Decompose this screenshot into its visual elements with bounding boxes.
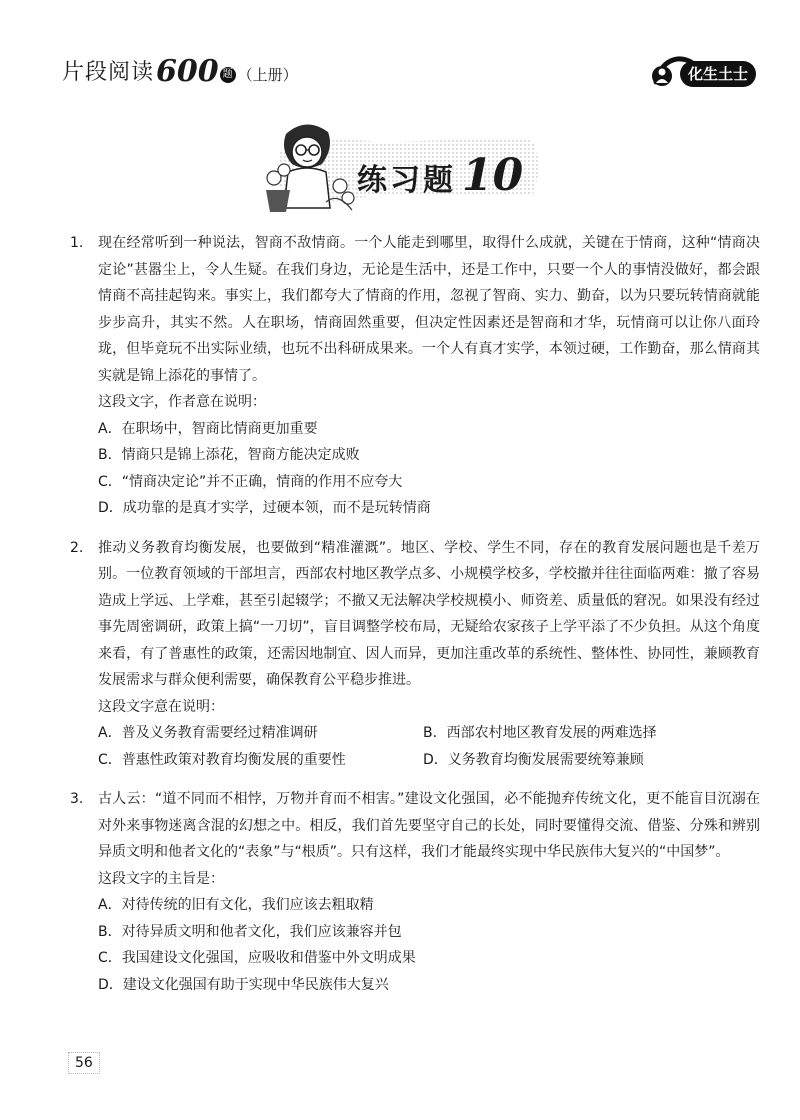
book-number: 600 [156,54,219,89]
option-a[interactable]: A．在职场中，智商比情商更加重要 [98,420,318,437]
exercise-heading [357,150,523,201]
option-b[interactable]: B．西部农村地区教育发展的两难选择 [423,725,657,741]
option-d[interactable]: D．成功靠的是真才实学，过硬本领，而不是玩转情商 [98,500,431,516]
option-c[interactable]: C．我国建设文化强国，应吸收和借鉴中外文明成果 [98,950,416,966]
book-title: 片段阅读 [62,60,155,85]
volume-label: （上册） [237,66,298,84]
question-prompt: 这段文字，作者意在说明： [98,394,266,410]
exercise-number: 10 [462,150,524,201]
question-text: 现在经常听到一种说法，智商不敌情商。一个人能走到哪里，取得什么成就，关键在于情商，这种“情商决定论”甚嚣尘上，令人生疑。在我们身边，无论是生活中，还是工作中，只要一个人的事情没做好，都会跟情商不高挂起钩来。事实上，我们都夸大了情商的作用，忽视了智商、实力、勤奋，以为只要玩转情商就能步步高升，其实不然。人在职场，情商固然重要，但决定性因素还是智商和才华，玩情商可以让你八面玲珑，但毕竟玩不出实际业绩，也玩不出科研成果来。一个人有真才实学，本领过硬，工作勤奋，那么情商其实就是锦上添花的事情了。 [98,235,760,384]
option-c[interactable]: C．“情商决定论”并不正确，情商的作用不应夸大 [98,473,403,490]
question-2 [70,535,760,774]
option-c[interactable]: C．普惠性政策对教育均衡发展的重要性 [98,751,346,768]
exercise-title: 练习题 [357,163,456,198]
question-number: 1. [70,235,84,251]
logo-text: 化生土士 [687,65,749,83]
running-header [62,54,298,89]
option-d[interactable]: D．义务教育均衡发展需要统筹兼顾 [423,751,644,768]
question-1 [70,230,760,522]
page-number: 56 [68,1052,100,1074]
publisher-logo [648,52,760,92]
question-3 [70,786,760,998]
question-prompt: 这段文字意在说明： [98,698,224,715]
question-text: 古人云：“道不同而不相悖，万物并育而不相害。”建设文化强国，必不能抛弃传统文化，更不能盲目沉溺在对外来事物迷离含混的幻想之中。相反，我们首先要坚守自己的长处，同时要懂得交流、借鉴、分殊和辨别异质文明和他者文化的“表象”与“根质”。只有这样，我们才能最终实现中华民族伟大复兴的“中国梦”。 [98,791,760,860]
question-number: 2. [70,539,84,556]
option-b[interactable]: B．情商只是锦上添花，智商方能决定成败 [98,447,360,463]
option-a[interactable]: A．对待传统的旧有文化，我们应该去粗取精 [98,897,374,913]
option-b[interactable]: B．对待异质文明和他者文化，我们应该兼容并包 [98,923,402,940]
option-a[interactable]: A．普及义务教育需要经过精准调研 [98,725,318,741]
question-prompt: 这段文字的主旨是： [98,870,224,887]
option-d[interactable]: D．建设文化强国有助于实现中华民族伟大复兴 [98,976,389,993]
question-number: 3. [70,791,84,807]
option-grid [70,720,760,773]
question-text: 推动义务教育均衡发展，也要做到“精准灌溉”。地区、学校、学生不同，存在的教育发展问题也是千差万别。一位教育领域的干部坦言，西部农村地区教学点多、小规模学校多，学校撤并往往面临两难：撤了容易造成上学远、上学难，甚至引起辍学；不撤又无法解决学校规模小、师资差、质量低的窘况。如果没有经过事先周密调研，政策上搞“一刀切”，盲目调整学校布局，无疑给农家孩子上学平添了不少负担。从这个角度来看，有了普惠性的政策，还需因地制宜、因人而异，更加注重改革的系统性、整体性、协同性，兼顾教育发展需求与群众便利需要，确保教育公平稳步推进。 [98,539,760,688]
ti-badge: 题 [220,67,236,83]
question-list [70,230,760,1011]
